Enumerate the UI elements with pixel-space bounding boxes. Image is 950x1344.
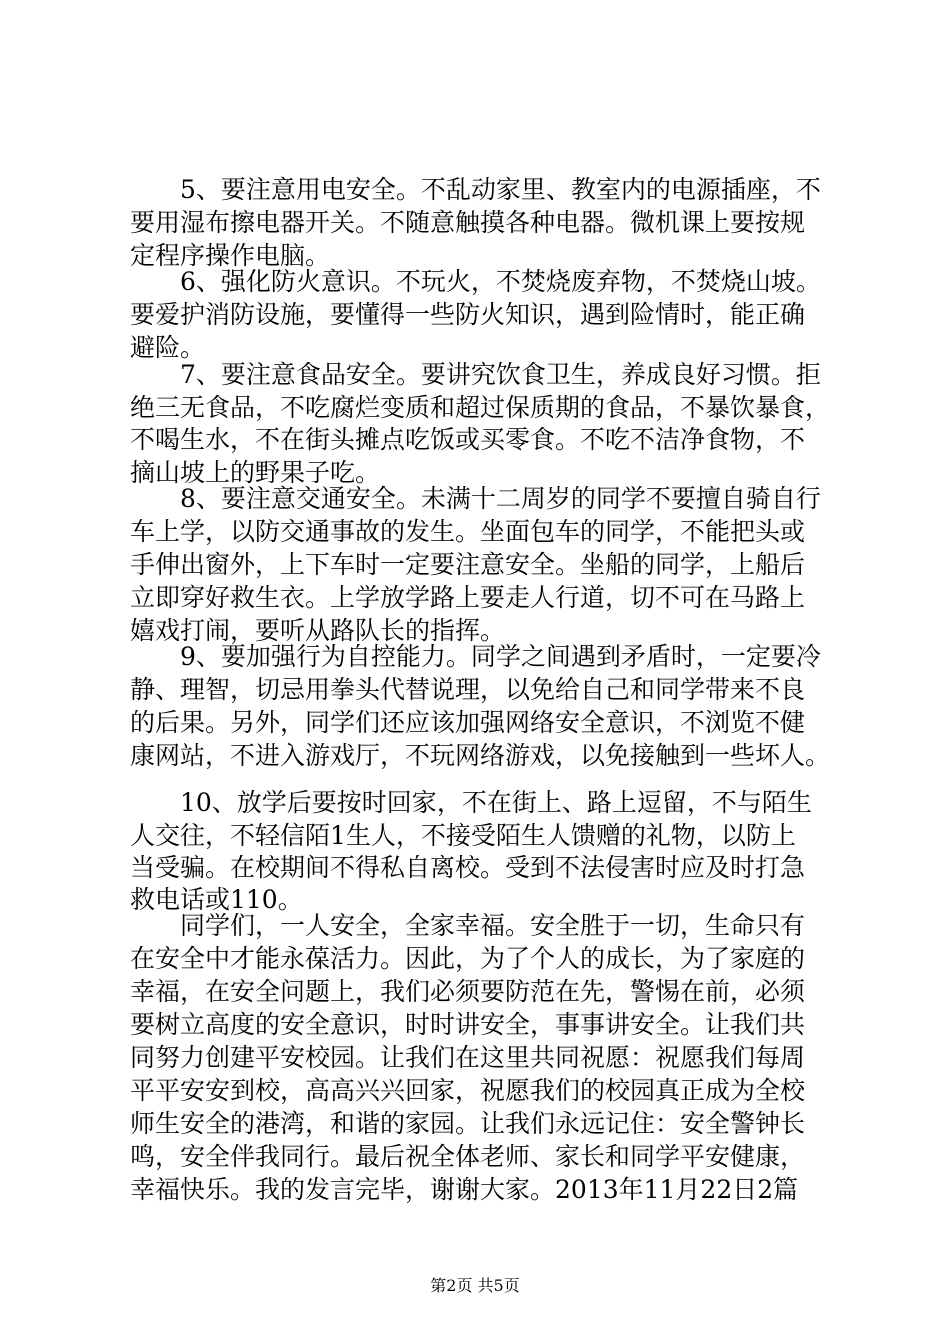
body-line: 8、要注意交通安全。未满十二周岁的同学不要擅自骑自行 — [130, 484, 821, 513]
page-number-footer: 第2页 共5页 — [430, 1276, 520, 1295]
body-line: 幸福，在安全问题上，我们必须要防范在先，警惕在前，必须 — [130, 977, 806, 1006]
body-line: 救电话或110。 — [130, 885, 303, 914]
body-line: 5、要注意用电安全。不乱动家里、教室内的电源插座，不 — [130, 175, 821, 204]
body-line: 人交往，不轻信陌1生人，不接受陌生人馈赠的礼物，以防上 — [130, 821, 796, 850]
body-line: 同努力创建平安校园。让我们在这里共同祝愿：祝愿我们每周 — [130, 1043, 806, 1072]
body-line: 要树立高度的安全意识，时时讲安全，事事讲安全。让我们共 — [130, 1010, 806, 1039]
body-line: 当受骗。在校期间不得私自离校。受到不法侵害时应及时打急 — [130, 853, 806, 882]
body-line: 车上学，以防交通事故的发生。坐面包车的同学，不能把头或 — [130, 517, 806, 546]
body-line: 绝三无食品，不吃腐烂变质和超过保质期的食品，不暴饮暴食， — [130, 393, 831, 422]
body-line: 要用湿布擦电器开关。不随意触摸各种电器。微机课上要按规 — [130, 208, 806, 237]
body-line: 6、强化防火意识。不玩火，不焚烧废弃物，不焚烧山坡。 — [130, 267, 821, 296]
body-line: 平平安安到校，高高兴兴回家，祝愿我们的校园真正成为全校 — [130, 1076, 806, 1105]
body-line: 同学们，一人安全，全家幸福。安全胜于一切，生命只有 — [130, 911, 806, 940]
body-line: 手伸出窗外，上下车时一定要注意安全。坐船的同学，上船后 — [130, 550, 806, 579]
body-line: 鸣，安全伴我同行。最后祝全体老师、家长和同学平安健康， — [130, 1142, 806, 1171]
body-line: 的后果。另外，同学们还应该加强网络安全意识，不浏览不健 — [130, 708, 806, 737]
body-line: 9、要加强行为自控能力。同学之间遇到矛盾时，一定要冷 — [130, 642, 821, 671]
body-line: 10、放学后要按时回家，不在街上、路上逗留，不与陌生 — [130, 788, 812, 817]
body-line: 幸福快乐。我的发言完毕，谢谢大家。2013年11月22日2篇 — [130, 1175, 799, 1204]
body-line: 在安全中才能永葆活力。因此，为了个人的成长，为了家庭的 — [130, 944, 806, 973]
body-line: 师生安全的港湾，和谐的家园。让我们永远记住：安全警钟长 — [130, 1109, 806, 1138]
body-line: 要爱护消防设施，要懂得一些防火知识，遇到险情时，能正确 — [130, 300, 806, 329]
body-line: 摘山坡上的野果子吃。 — [130, 458, 381, 487]
body-line: 不喝生水，不在街头摊点吃饭或买零食。不吃不洁净食物，不 — [130, 425, 806, 454]
body-line: 静、理智，切忌用拳头代替说理，以免给自己和同学带来不良 — [130, 675, 806, 704]
body-line: 嬉戏打闹，要听从路队长的指挥。 — [130, 616, 506, 645]
body-line: 康网站，不进入游戏厅，不玩网络游戏，以免接触到一些坏人。 — [130, 741, 831, 770]
body-line: 7、要注意食品安全。要讲究饮食卫生，养成良好习惯。拒 — [130, 360, 821, 389]
body-line: 立即穿好救生衣。上学放学路上要走人行道，切不可在马路上 — [130, 583, 806, 612]
body-line: 定程序操作电脑。 — [130, 241, 331, 270]
body-line: 避险。 — [130, 333, 206, 362]
